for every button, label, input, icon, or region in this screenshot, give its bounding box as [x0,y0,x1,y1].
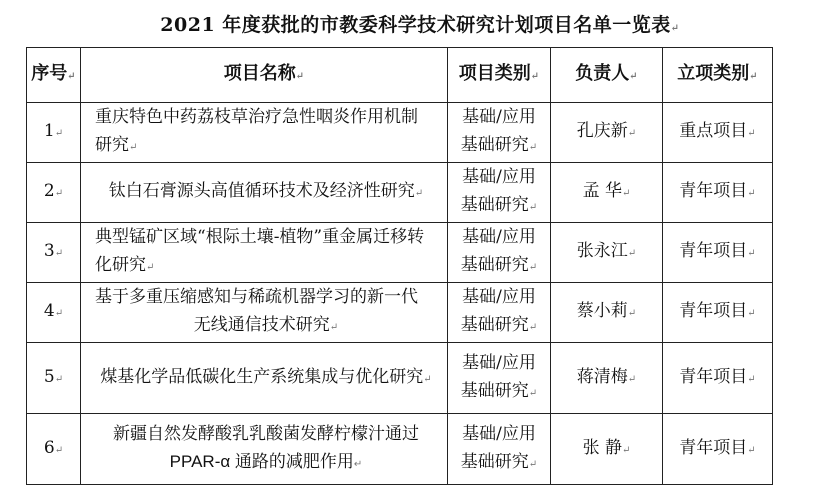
table-row [27,283,773,343]
row-name: 钛白石膏源头高值循环技术及经济性研究↵ [81,163,448,223]
row-category: 基础/应用 基础研究↵ [448,223,551,283]
row-category: 基础/应用 基础研究↵ [448,343,551,414]
row-type: 青年项目↵ [663,163,773,223]
row-category: 基础/应用 基础研究↵ [448,414,551,485]
header-type: 立项类别↵ [663,48,773,103]
project-table [26,47,773,485]
row-category: 基础/应用 基础研究↵ [448,103,551,163]
row-type: 青年项目↵ [663,283,773,343]
row-type: 重点项目↵ [663,103,773,163]
row-no: 5↵ [27,343,81,414]
row-leader: 张永江↵ [551,223,663,283]
row-no: 3↵ [27,223,81,283]
row-type: 青年项目↵ [663,223,773,283]
row-name: 新疆自然发酵酸乳乳酸菌发酵柠檬汁通过 PPAR-α 通路的减肥作用↵ [81,414,448,485]
row-no: 2↵ [27,163,81,223]
row-name: 煤基化学品低碳化生产系统集成与优化研究↵ [81,343,448,414]
row-no: 4↵ [27,283,81,343]
header-leader: 负责人↵ [551,48,663,103]
row-leader: 张 静↵ [551,414,663,485]
table-row [27,343,773,414]
table-row [27,414,773,485]
row-category: 基础/应用 基础研究↵ [448,283,551,343]
row-name: 基于多重压缩感知与稀疏机器学习的新一代 无线通信技术研究↵ [81,283,448,343]
table-row [27,103,773,163]
row-name: 重庆特色中药荔枝草治疗急性咽炎作用机制 研究↵ [81,103,448,163]
table-header-row [27,48,773,103]
row-no: 6↵ [27,414,81,485]
row-leader: 孔庆新↵ [551,103,663,163]
header-category: 项目类别↵ [448,48,551,103]
row-category: 基础/应用 基础研究↵ [448,163,551,223]
row-no: 1↵ [27,103,81,163]
document-title: 2021 年度获批的市教委科学技术研究计划项目名单一览表↵ [160,14,680,36]
row-leader: 蒋清梅↵ [551,343,663,414]
row-type: 青年项目↵ [663,343,773,414]
row-leader: 蔡小莉↵ [551,283,663,343]
row-name: 典型锰矿区域“根际土壤-植物”重金属迁移转 化研究↵ [81,223,448,283]
row-leader: 孟 华↵ [551,163,663,223]
header-no: 序号↵ [27,48,81,103]
table-row [27,223,773,283]
table-row [27,163,773,223]
header-name: 项目名称↵ [81,48,448,103]
row-type: 青年项目↵ [663,414,773,485]
